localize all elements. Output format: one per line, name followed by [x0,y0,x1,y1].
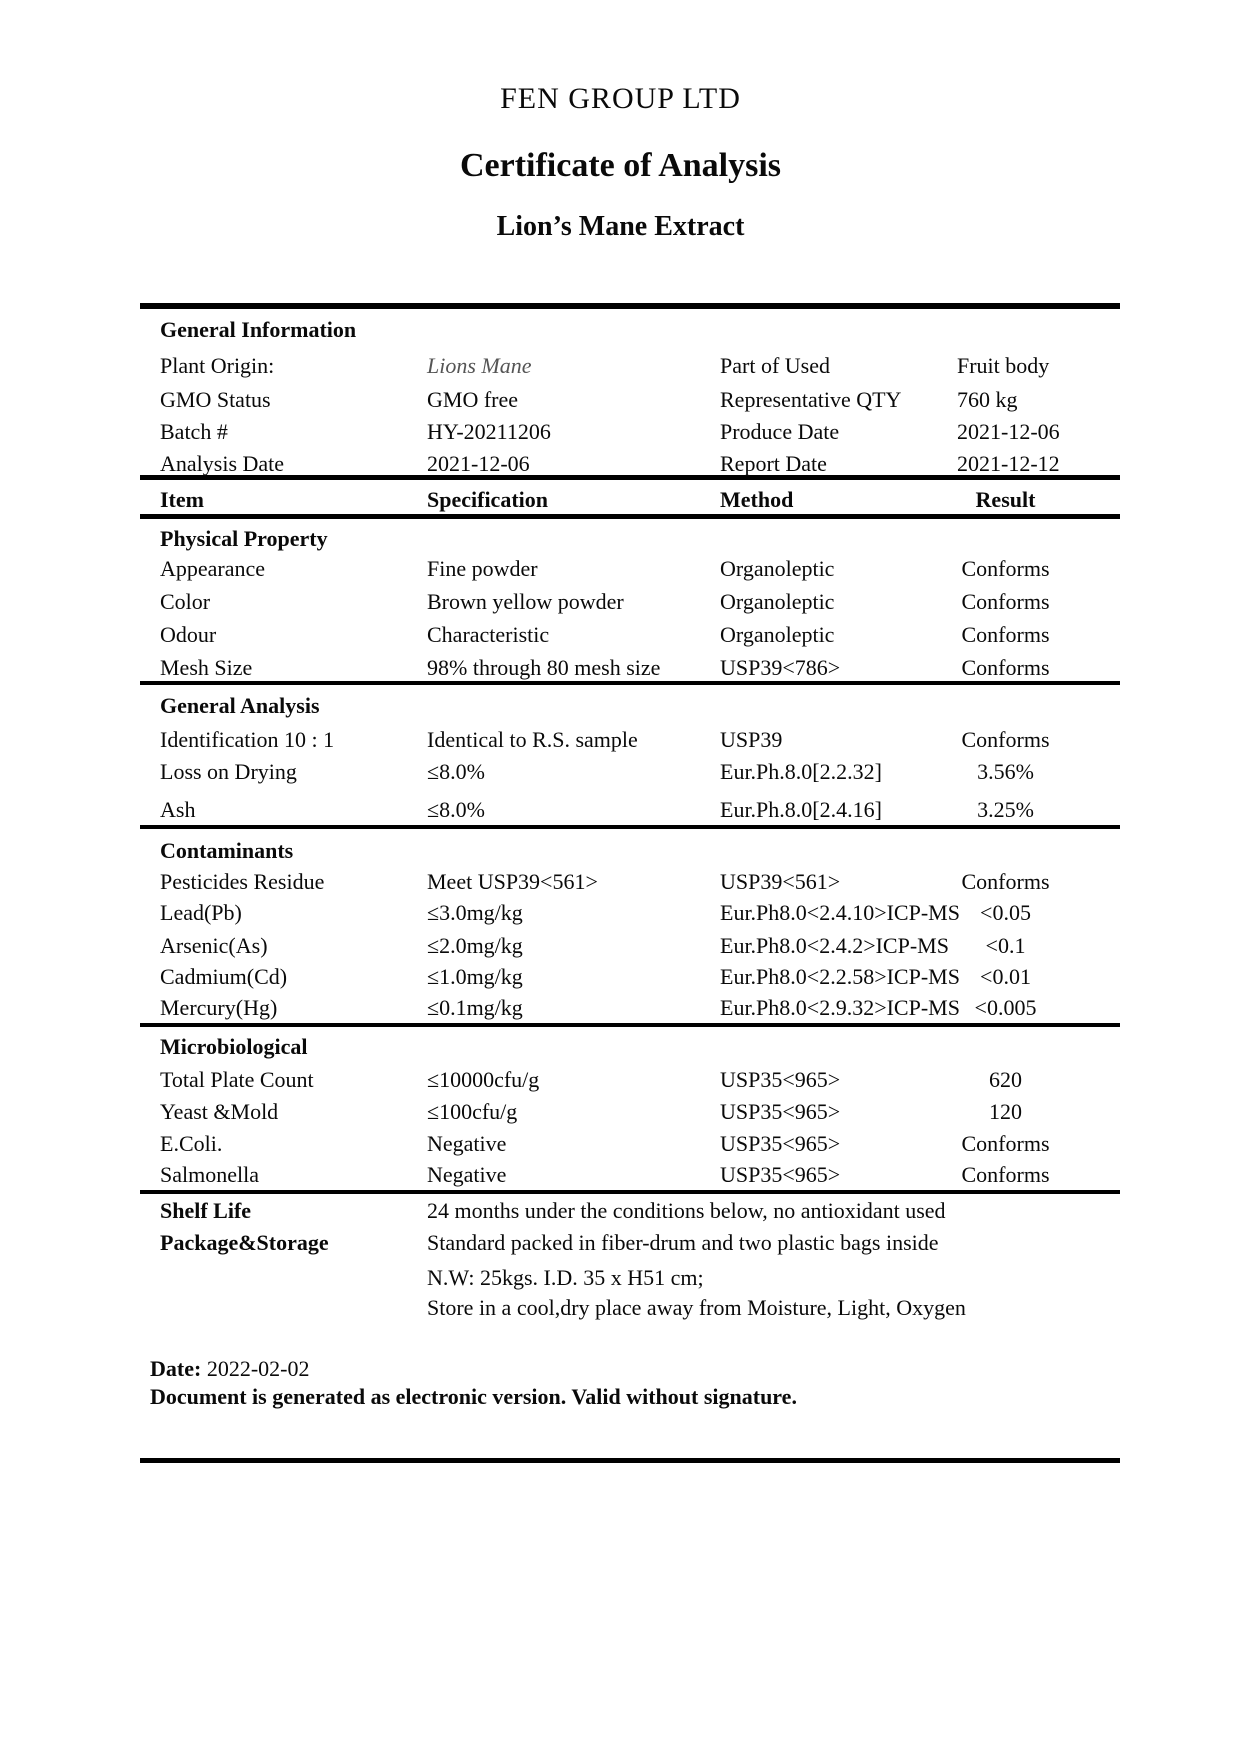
result-cell: Conforms [961,727,1050,752]
package-storage-text: N.W: 25kgs. I.D. 35 x H51 cm; [427,1265,704,1290]
result-cell: Conforms [961,1131,1050,1156]
info-label: Report Date [720,451,827,476]
table-row [140,796,1120,826]
document-title: Certificate of Analysis [459,147,782,184]
method-cell: USP39<561> [720,869,841,894]
info-value: 2021-12-06 [957,419,1060,444]
product-name: Lion’s Mane Extract [496,211,745,242]
table-row [140,1066,1120,1096]
info-value: Fruit body [957,353,1050,378]
spec-cell: ≤1.0mg/kg [427,964,523,989]
info-row [140,352,1120,382]
section-title [140,837,1120,867]
method-cell: USP35<965> [720,1131,841,1156]
section-title [140,525,1120,555]
result-cell: <0.005 [974,995,1037,1020]
section-title-label: General Information [160,317,357,342]
table-row [140,555,1120,585]
package-storage-row [140,1264,1120,1294]
method-cell: USP35<965> [720,1099,841,1124]
info-row [140,418,1120,448]
info-value: GMO free [427,387,519,412]
spec-cell: ≤2.0mg/kg [427,933,523,958]
spec-cell: Brown yellow powder [427,589,624,614]
method-cell: USP35<965> [720,1067,841,1092]
package-storage-row [140,1229,1120,1259]
column-header-method: Method [720,487,794,512]
item-cell: E.Coli. [160,1131,223,1156]
item-cell: Mesh Size [160,655,253,680]
table-row [140,1161,1120,1191]
table-row [140,1130,1120,1160]
result-cell: <0.1 [985,933,1026,958]
date-value: 2022-02-02 [206,1356,310,1381]
electronic-note: Document is generated as electronic version. Valid without signature. [150,1384,797,1409]
method-cell: Eur.Ph8.0<2.2.58>ICP-MS [720,964,960,989]
item-cell: Identification 10 : 1 [160,727,335,752]
shelf-life-text: 24 months under the conditions below, no antioxidant used [427,1198,946,1223]
item-cell: Odour [160,622,217,647]
package-storage-label: Package&Storage [160,1230,329,1255]
company-name: FEN GROUP LTD [500,82,741,115]
info-value: 2021-12-06 [427,451,530,476]
shelf-life-label: Shelf Life [160,1198,252,1223]
table-row [140,1098,1120,1128]
section-title-label: Physical Property [160,526,328,551]
info-value: HY-20211206 [427,419,551,444]
item-cell: Cadmium(Cd) [160,964,288,989]
spec-cell: ≤8.0% [427,759,485,784]
section-title [140,692,1120,722]
result-cell: 120 [989,1099,1022,1124]
item-cell: Pesticides Residue [160,869,325,894]
info-label: Analysis Date [160,451,285,476]
horizontal-rule-top [140,303,1120,309]
info-label: GMO Status [160,387,271,412]
spec-cell: ≤10000cfu/g [427,1067,540,1092]
spec-cell: ≤0.1mg/kg [427,995,523,1020]
info-value: 2021-12-12 [957,451,1060,476]
info-row [140,450,1120,480]
method-cell: USP35<965> [720,1162,841,1187]
info-label: Produce Date [720,419,840,444]
table-row [140,868,1120,898]
method-cell: Eur.Ph.8.0[2.2.32] [720,759,882,784]
method-cell: Eur.Ph8.0<2.9.32>ICP-MS [720,995,960,1020]
method-cell: Eur.Ph8.0<2.4.10>ICP-MS [720,900,960,925]
package-storage-row [140,1294,1120,1324]
item-cell: Loss on Drying [160,759,297,784]
result-cell: <0.01 [980,964,1031,989]
spec-cell: Negative [427,1131,507,1156]
result-cell: Conforms [961,622,1050,647]
spec-cell: 98% through 80 mesh size [427,655,661,680]
item-cell: Appearance [160,556,266,581]
info-label: Batch # [160,419,228,444]
item-cell: Ash [160,797,196,822]
package-storage-text: Standard packed in fiber-drum and two plastic bags inside [427,1230,939,1255]
method-cell: Eur.Ph8.0<2.4.2>ICP-MS [720,933,949,958]
method-cell: Organoleptic [720,622,835,647]
table-row [140,621,1120,651]
item-cell: Mercury(Hg) [160,995,278,1020]
method-cell: USP39 [720,727,783,752]
table-row [140,726,1120,756]
item-cell: Color [160,589,211,614]
spec-cell: ≤3.0mg/kg [427,900,523,925]
column-header-result: Result [975,487,1036,512]
section-general-information [140,316,1120,346]
section-title-label: Microbiological [160,1034,308,1059]
table-row [140,588,1120,618]
result-cell: 3.56% [977,759,1034,784]
method-cell: Organoleptic [720,556,835,581]
spec-cell: Fine powder [427,556,538,581]
item-cell: Arsenic(As) [160,933,268,958]
table-header-row [140,486,1120,516]
result-cell: 3.25% [977,797,1034,822]
date-line [150,1355,309,1383]
info-label: Part of Used [720,353,830,378]
info-value: 760 kg [957,387,1018,412]
info-value: Lions Mane [427,353,532,378]
table-row [140,963,1120,993]
spec-cell: Negative [427,1162,507,1187]
column-header-specification: Specification [427,487,548,512]
result-cell: Conforms [961,1162,1050,1187]
method-cell: Eur.Ph.8.0[2.4.16] [720,797,882,822]
item-cell: Total Plate Count [160,1067,314,1092]
horizontal-rule-bottom [140,1458,1120,1463]
info-row [140,386,1120,416]
package-storage-text: Store in a cool,dry place away from Moisture, Light, Oxygen [427,1295,966,1320]
table-row [140,994,1120,1024]
item-cell: Yeast &Mold [160,1099,279,1124]
result-cell: <0.05 [980,900,1031,925]
result-cell: Conforms [961,589,1050,614]
item-cell: Lead(Pb) [160,900,242,925]
table-row [140,899,1120,929]
section-title [140,1033,1120,1063]
table-row [140,654,1120,684]
section-title-label: Contaminants [160,838,294,863]
result-cell: Conforms [961,655,1050,680]
item-cell: Salmonella [160,1162,259,1187]
column-header-item: Item [160,487,204,512]
spec-cell: Meet USP39<561> [427,869,598,894]
result-cell: Conforms [961,869,1050,894]
info-label: Plant Origin: [160,353,275,378]
table-row [140,758,1120,788]
method-cell: Organoleptic [720,589,835,614]
spec-cell: ≤8.0% [427,797,485,822]
spec-cell: ≤100cfu/g [427,1099,518,1124]
result-cell: Conforms [961,556,1050,581]
date-label: Date: [150,1356,202,1381]
shelf-life-row [140,1197,1120,1227]
spec-cell: Identical to R.S. sample [427,727,638,752]
method-cell: USP39<786> [720,655,841,680]
spec-cell: Characteristic [427,622,550,647]
result-cell: 620 [989,1067,1022,1092]
section-title-label: General Analysis [160,693,320,718]
info-label: Representative QTY [720,387,902,412]
table-row [140,932,1120,962]
